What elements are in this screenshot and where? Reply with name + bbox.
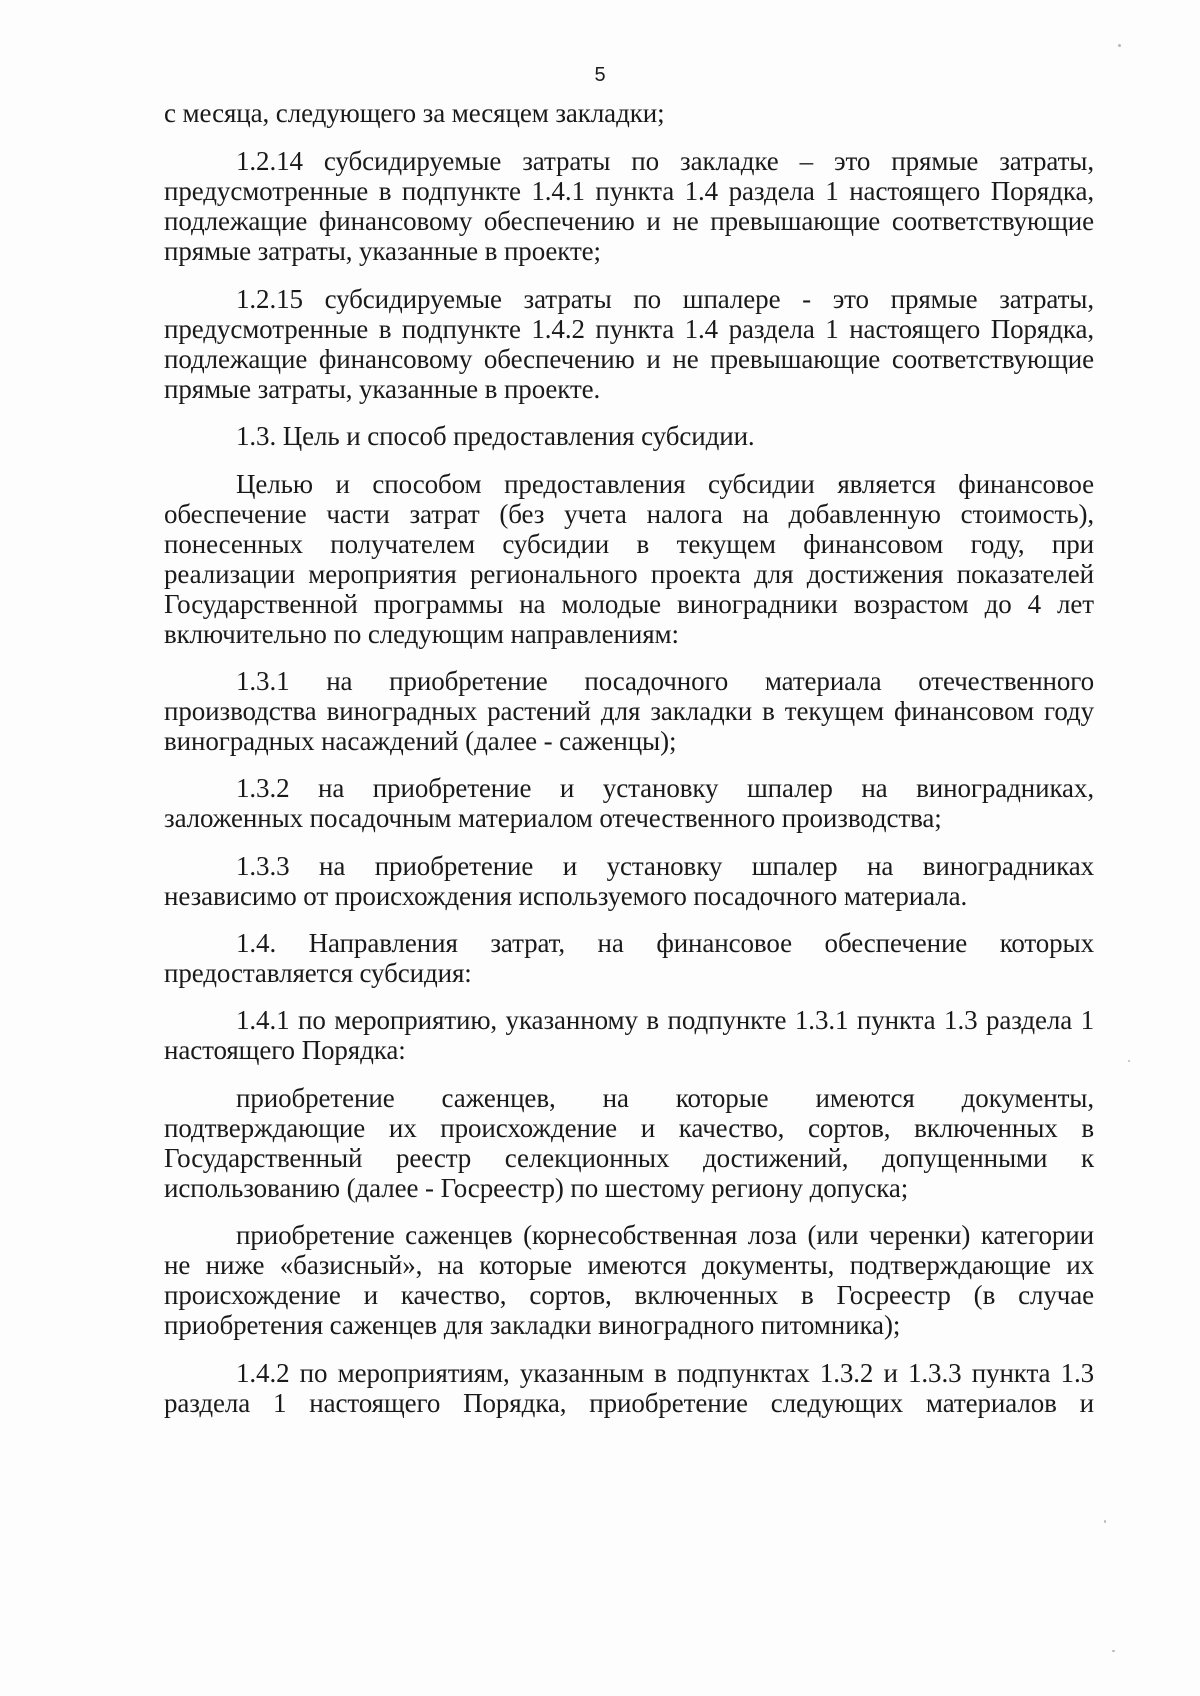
- text-line: Государственной программы на молодые виноградники возрастом до 4 лет: [164, 589, 1094, 619]
- text-line: прямые затраты, указанные в проекте.: [164, 374, 601, 404]
- text-line: 1.2.15 субсидируемые затраты по шпалере - это прямые затраты,: [236, 284, 1094, 314]
- text-line: производства виноградных растений для закладки в текущем финансовом году: [164, 696, 1094, 726]
- text-line: понесенных получателем субсидии в текущем финансовом году, при: [164, 529, 1094, 559]
- text-line: предоставляется субсидия:: [164, 958, 472, 988]
- text-line: использованию (далее - Госреестр) по шестому региону допуска;: [164, 1173, 909, 1203]
- text-line: 1.3.2 на приобретение и установку шпалер на виноградниках,: [236, 773, 1094, 803]
- text-line: независимо от происхождения используемого посадочного материала.: [164, 881, 968, 911]
- section-heading: 1.3. Цель и способ предоставления субсидии.: [236, 421, 755, 451]
- text-line: реализации мероприятия регионального проекта для достижения показателей: [164, 559, 1094, 589]
- text-line: обеспечение части затрат (без учета налога на добавленную стоимость),: [164, 499, 1094, 529]
- text-line: настоящего Порядка:: [164, 1035, 406, 1065]
- text-line: Целью и способом предоставления субсидии является финансовое: [236, 469, 1094, 499]
- text-line: 1.2.14 субсидируемые затраты по закладке – это прямые затраты,: [236, 146, 1094, 176]
- scan-speck: [1118, 44, 1121, 47]
- text-line: подлежащие финансовому обеспечению и не превышающие соответствующие: [164, 206, 1094, 236]
- text-line: приобретение саженцев, на которые имеются документы,: [236, 1083, 1094, 1113]
- text-line: предусмотренные в подпункте 1.4.1 пункта 1.4 раздела 1 настоящего Порядка,: [164, 176, 1094, 206]
- text-line: 1.4.2 по мероприятиям, указанным в подпунктах 1.3.2 и 1.3.3 пункта 1.3: [236, 1358, 1094, 1388]
- text-line: приобретения саженцев для закладки виноградного питомника);: [164, 1310, 901, 1340]
- scan-speck: [1104, 1520, 1106, 1523]
- text-line: 1.3.1 на приобретение посадочного материала отечественного: [236, 666, 1094, 696]
- scan-speck: [1128, 1060, 1130, 1062]
- text-line: раздела 1 настоящего Порядка, приобретение следующих материалов и: [164, 1388, 1094, 1418]
- text-line: включительно по следующим направлениям:: [164, 619, 679, 649]
- text-line: не ниже «базисный», на которые имеются документы, подтверждающие их: [164, 1250, 1094, 1280]
- text-line: заложенных посадочным материалом отечественного производства;: [164, 803, 942, 833]
- text-line: подтверждающие их происхождение и качество, сортов, включенных в: [164, 1113, 1094, 1143]
- text-line: прямые затраты, указанные в проекте;: [164, 236, 601, 266]
- text-line: 1.4.1 по мероприятию, указанному в подпункте 1.3.1 пункта 1.3 раздела 1: [236, 1005, 1094, 1035]
- text-line: виноградных насаждений (далее - саженцы);: [164, 726, 677, 756]
- text-line: с месяца, следующего за месяцем закладки;: [164, 98, 665, 128]
- text-line: происхождение и качество, сортов, включенных в Госреестр (в случае: [164, 1280, 1094, 1310]
- text-line: подлежащие финансовому обеспечению и не превышающие соответствующие: [164, 344, 1094, 374]
- text-line: предусмотренные в подпункте 1.4.2 пункта 1.4 раздела 1 настоящего Порядка,: [164, 314, 1094, 344]
- text-line: Государственный реестр селекционных достижений, допущенными к: [164, 1143, 1094, 1173]
- text-line: приобретение саженцев (корнесобственная лоза (или черенки) категории: [236, 1220, 1094, 1250]
- page-number: 5: [594, 64, 606, 86]
- text-line: 1.4. Направления затрат, на финансовое обеспечение которых: [236, 928, 1094, 958]
- text-line: 1.3.3 на приобретение и установку шпалер на виноградниках: [236, 851, 1094, 881]
- scan-speck: [1112, 1650, 1115, 1652]
